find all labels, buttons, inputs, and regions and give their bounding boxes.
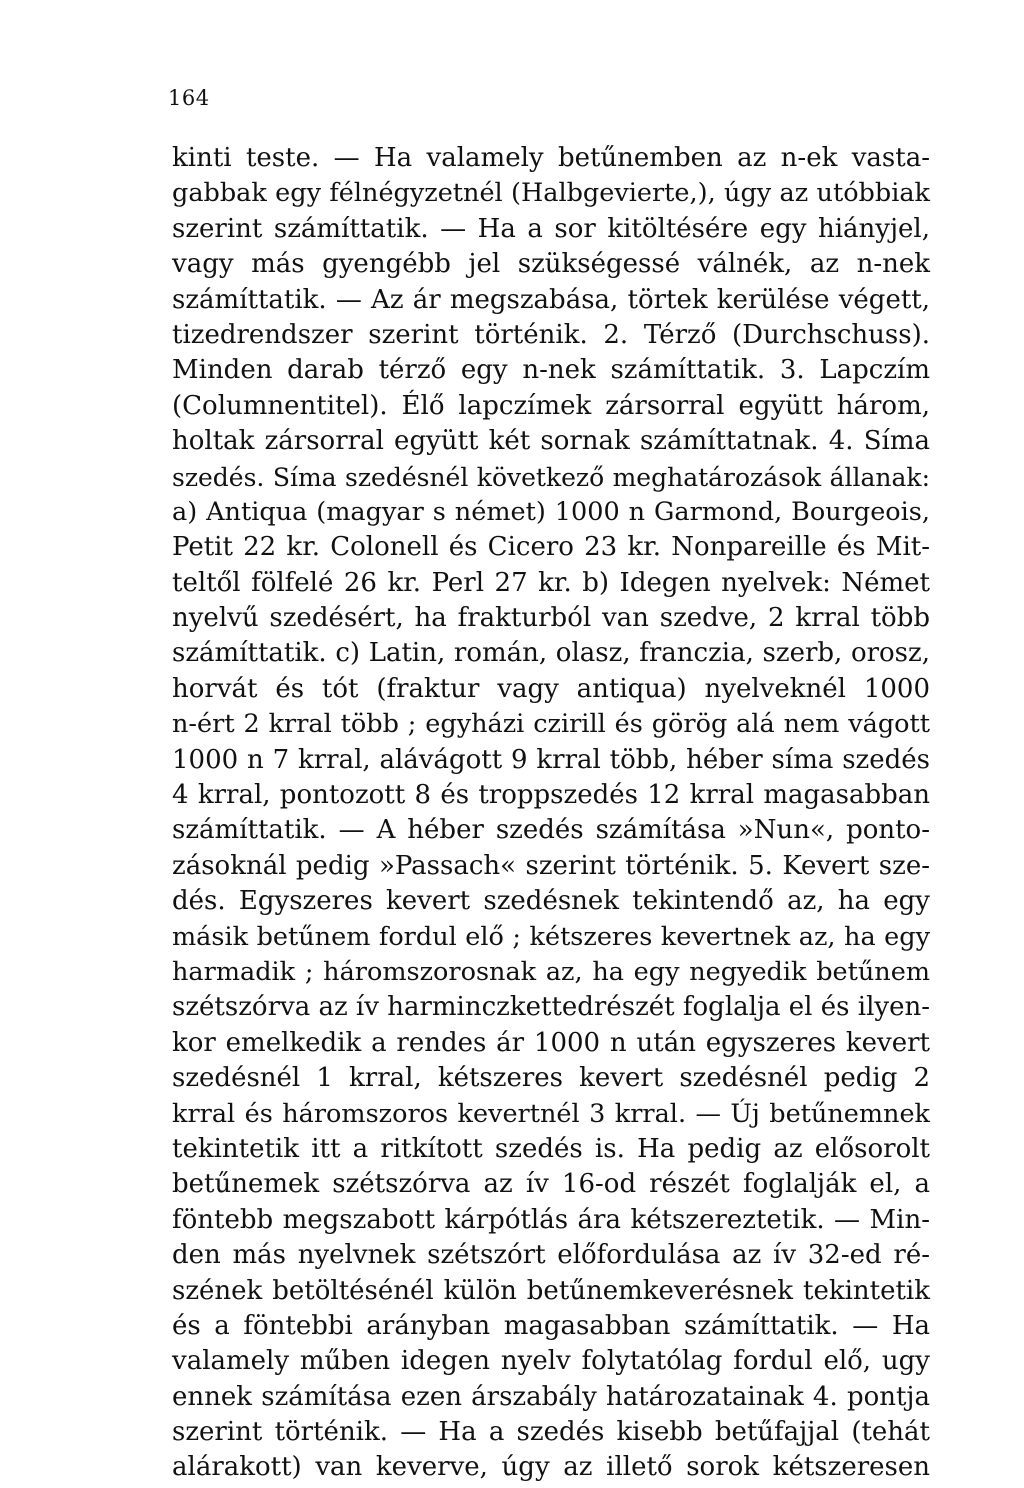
text-line: horvát és tót (fraktur vagy antiqua) nyelveknél 1000 — [172, 673, 930, 704]
text-line: Minden darab térző egy n-nek számíttatik. 3. Lapczím — [172, 355, 930, 386]
text-line: szerint történik. — Ha a szedés kisebb betűfajjal (tehát — [172, 1417, 930, 1448]
text-line: holtak zársorral együtt két sornak számíttatnak. 4. Síma — [172, 426, 930, 457]
text-line: Petit 22 kr. Colonell és Cicero 23 kr. Nonpareille és Mit- — [172, 532, 930, 563]
text-line: kinti teste. — Ha valamely betűnemben az n-ek vasta- — [172, 143, 930, 173]
text-line: számíttatik. — Az ár megszabása, törtek kerülése végett, — [172, 284, 930, 315]
text-line: szétszórva az ív harminczkettedrészét foglalja el és ilyen- — [172, 992, 930, 1023]
text-line: tekintetik itt a ritkított szedés is. Ha pedig az elősorolt — [172, 1133, 930, 1164]
text-line: harmadik ; háromszorosnak az, ha egy negyedik betűnem — [172, 956, 930, 987]
text-line: számíttatik. c) Latin, román, olasz, franczia, szerb, orosz, — [172, 638, 930, 669]
text-line: kor emelkedik a rendes ár 1000 n után egyszeres kevert — [172, 1027, 930, 1058]
text-line: a) Antiqua (magyar s német) 1000 n Garmond, Bourgeois, — [172, 496, 930, 527]
text-line: 1000 n 7 krral, alávágott 9 krral több, héber síma szedés — [172, 744, 930, 775]
text-line: valamely műben idegen nyelv folytatólag fordul elő, ugy — [172, 1346, 930, 1377]
text-line: krral és háromszoros kevertnél 3 krral. — Új betűnemnek — [172, 1098, 930, 1129]
text-line: szének betöltésénél külön betűnemkeverésnek tekintetik — [172, 1275, 930, 1306]
text-line: föntebb megszabott kárpótlás ára kétszereztetik. — Min- — [172, 1204, 930, 1235]
page-body-text — [172, 141, 930, 1486]
page-number: 164 — [168, 86, 210, 110]
text-line: tizedrendszer szerint történik. 2. Térző (Durchschuss). — [172, 319, 930, 350]
text-line: számíttatik. — A héber szedés számítása »Nun«, ponto- — [172, 815, 930, 846]
text-line: 4 krral, pontozott 8 és troppszedés 12 krral magasabban — [172, 780, 930, 811]
text-line: gabbak egy félnégyzetnél (Halbgevierte,), úgy az utóbbiak — [172, 178, 930, 209]
text-line: és a föntebbi arányban magasabban számíttatik. — Ha — [172, 1310, 930, 1341]
text-line: den más nyelvnek szétszórt előfordulása az ív 32-ed ré- — [172, 1240, 930, 1271]
text-line: másik betűnem fordul elő ; kétszeres kevertnek az, ha egy — [172, 921, 930, 952]
text-line: szerint számíttatik. — Ha a sor kitöltésére egy hiányjel, — [172, 213, 930, 244]
text-line: teltől fölfelé 26 kr. Perl 27 kr. b) Idegen nyelvek: Német — [172, 567, 930, 598]
text-line: betűnemek szétszórva az ív 16-od részét foglalják el, a — [172, 1169, 930, 1200]
text-line: n-ért 2 krral több ; egyházi czirill és görög alá nem vágott — [172, 709, 930, 740]
text-line: (Columnentitel). Élő lapczímek zársorral együtt három, — [172, 390, 930, 421]
text-line: nyelvű szedésért, ha frakturból van szedve, 2 krral több — [172, 603, 930, 634]
text-line: ennek számítása ezen árszabály határozatainak 4. pontja — [172, 1381, 930, 1412]
text-line: dés. Egyszeres kevert szedésnek tekintendő az, ha egy — [172, 886, 930, 917]
text-line: alárakott) van keverve, úgy az illető sorok kétszeresen — [172, 1452, 930, 1483]
text-line: szedésnél 1 krral, kétszeres kevert szedésnél pedig 2 — [172, 1063, 930, 1094]
text-line: zásoknál pedig »Passach« szerint történik. 5. Kevert sze- — [172, 850, 930, 881]
text-line: vagy más gyengébb jel szükségessé válnék, az n-nek — [172, 249, 930, 280]
text-line: szedés. Síma szedésnél következő meghatározások állanak: — [172, 462, 930, 492]
